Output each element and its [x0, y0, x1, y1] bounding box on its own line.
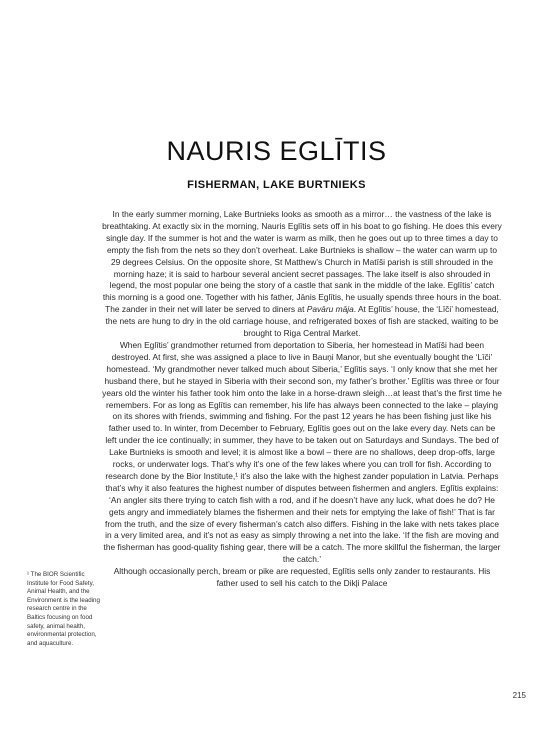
article-title: NAURIS EGLĪTIS: [166, 136, 387, 166]
page-number: 215: [512, 691, 526, 700]
article-body: [102, 209, 502, 590]
restaurant-name: Pavāru māja: [306, 304, 354, 315]
footnote: ¹ The BIOR Scientific Institute for Food Safety, Animal Health, and the Environment is the leading research centre in the Baltics focusing on food safety, animal health, environmental protection, and aquaculture.: [27, 571, 100, 647]
body-paragraph-1-end: . At Eglītis’ house, the ‘Līči’ homestead, the nets are hung to dry in the old carriage house, and refrigerated boxes of fish are stacked, waiting to be brought to Riga Central Market.: [105, 304, 499, 339]
body-paragraph-1-start: In the early summer morning, Lake Burtnieks looks as smooth as a mirror… the vastness of the lake is breathtaking. At exactly six in the morning, Nauris Eglītis sets off in his boat to go fishing. He does this every single day. If the summer is hot and the water is warm as milk, then he goes out up to three times a day to empty the fish from the nets so they don’t overheat. Lake Burtnieks is shallow – the water can warm up to 29 degrees Celsius. On the opposite shore, St Matthew’s Church in Matīši parish is still shrouded in the morning haze; it is said to harbour several ancient secret passages. The lake itself is also shrouded in legend, the most popular one being the story of a castle that sank in the middle of the lake. Eglītis’ catch this morning is a good one. Together with his father, Jānis Eglītis, he usually spends three hours in the boat. The zander in their net will later be served to diners at: [102, 209, 502, 315]
body-paragraph-2: When Eglītis’ grandmother returned from deportation to Siberia, her homestead in Matīši had been destroyed. At first, she was assigned a place to live in Bauņi Manor, but she eventually bought the ‘Līči’ homestead. ‘My grandmother never talked much about Siberia,’ Eglītis says. ‘I only know that she met her husband there, but he stayed in Siberia with their second son, my father’s brother.’ Eglītis was three or four years old the winter his father took him onto the lake in a horse-drawn sleigh…at least that’s the first time he remembers. For as long as Eglītis can remember, his life has always been connected to the lake – playing on its shores with friends, swimming and fishing. For the past 12 years he has been fishing just like his father used to. In winter, from December to February, Eglītis goes out on the lake every day. Nets can be left under the ice continually; in summer, they have to be taken out on Saturdays and Sundays. The bed of Lake Burtnieks is smooth and level; it is almost like a bowl – there are no shallows, deep drop-offs, large rocks, or underwater logs. That’s why it’s one of the few lakes where you can troll for fish. According to research done by the Bior Institute,¹ it’s also the lake with the highest zander population in Latvia. Perhaps that’s why it also features the highest number of disputes between fishermen and anglers. Eglītis explains: ‘An angler sits there trying to catch fish with a rod, and if he doesn’t have any luck, what does he do? He gets angry and immediately blames the fishermen and their nets for emptying the lake of fish!’ That is far from the truth, and the size of every fisherman’s catch also differs. Fishing in the lake with nets takes place in a very limited area, and it’s not as easy as simply throwing a net into the lake. ‘If the fish are moving and the fisherman has good-quality fishing gear, there will be a catch. The more skillful the fisherman, the larger the catch.’: [102, 339, 502, 565]
body-paragraph-1: [102, 209, 502, 340]
article-subtitle: FISHERMAN, LAKE BURTNIEKS: [187, 179, 366, 191]
body-paragraph-3: Although occasionally perch, bream or pike are requested, Eglītis sells only zander to restaurants. His father used to sell his catch to the Dikļi Palace: [113, 566, 491, 589]
